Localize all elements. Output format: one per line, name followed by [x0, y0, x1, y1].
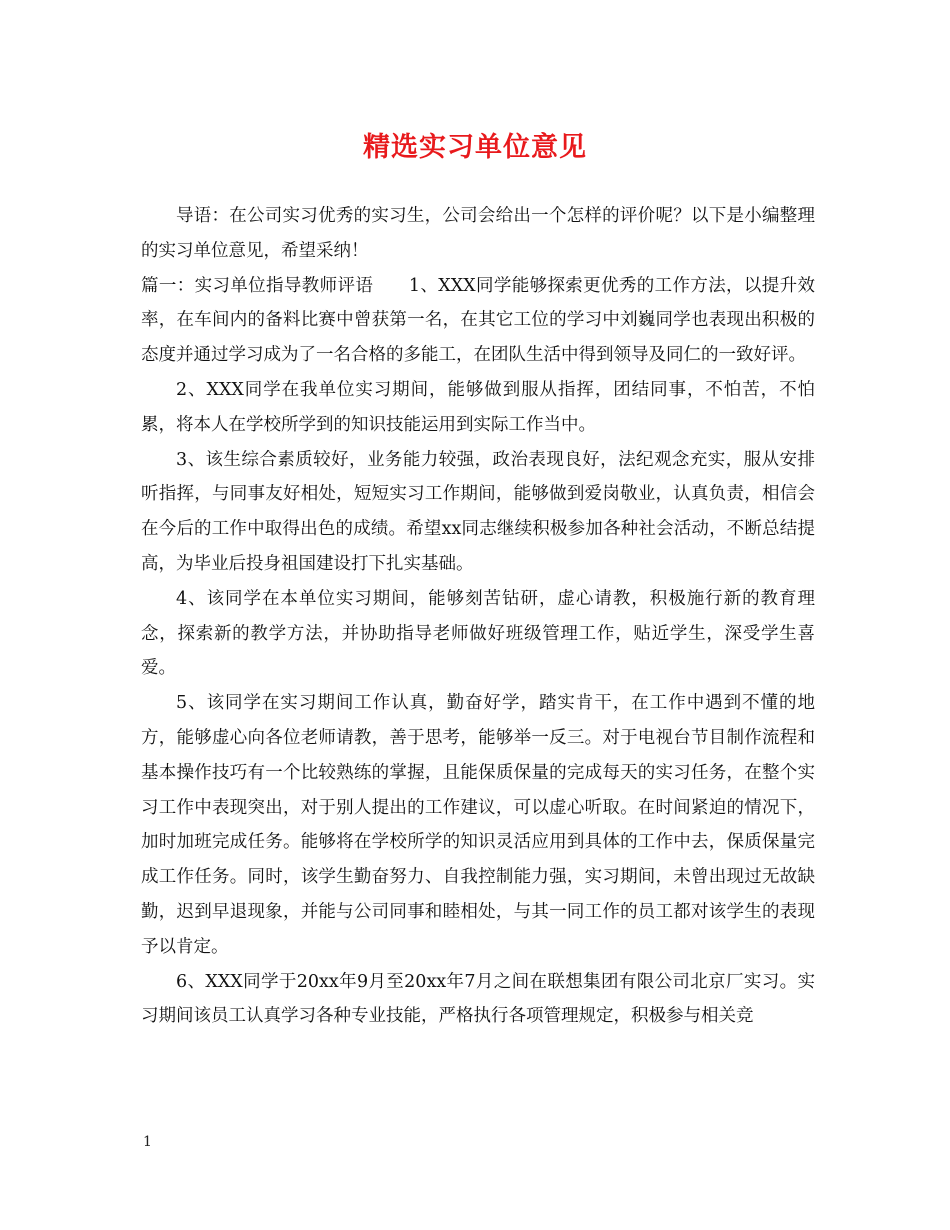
paragraph-section-one: 篇一：实习单位指导教师评语 1、XXX同学能够探索更优秀的工作方法，以提升效率，在车间内的备料比赛中曾获第一名，在其它工位的学习中刘巍同学也表现出积极的态度并通过学习成为了一名合格的多能工，在团队生活中得到领导及同仁的一致好评。	[141, 275, 815, 366]
paragraph-item-2: 2、XXX同学在我单位实习期间，能够做到服从指挥，团结同事，不怕苦，不怕累，将本人在学校所学到的知识技能运用到实际工作当中。	[141, 379, 815, 435]
paragraph-item-4: 4、该同学在本单位实习期间，能够刻苦钻研，虚心请教，积极施行新的教育理念，探索新的教学方法，并协助指导老师做好班级管理工作，贴近学生，深受学生喜爱。	[141, 588, 815, 679]
page-number: 1	[143, 1134, 152, 1150]
document-body	[141, 199, 815, 1034]
paragraph-intro: 导语：在公司实习优秀的实习生，公司会给出一个怎样的评价呢？以下是小编整理的实习单位意见，希望采纳！	[141, 206, 815, 261]
page-title: 精选实习单位意见	[363, 132, 587, 163]
paragraph-item-6: 6、XXX同学于20xx年9月至20xx年7月之间在联想集团有限公司北京厂实习。实习期间该员工认真学习各种专业技能，严格执行各项管理规定，积极参与相关竞	[141, 971, 815, 1027]
paragraph-item-3: 3、该生综合素质较好，业务能力较强，政治表现良好，法纪观念充实，服从安排听指挥，与同事友好相处，短短实习工作期间，能够做到爱岗敬业，认真负责，相信会在今后的工作中取得出色的成绩。希望xx同志继续积极参加各种社会活动，不断总结提高，为毕业后投身祖国建设打下扎实基础。	[141, 449, 815, 574]
paragraph-item-5: 5、该同学在实习期间工作认真，勤奋好学，踏实肯干，在工作中遇到不懂的地方，能够虚心向各位老师请教，善于思考，能够举一反三。对于电视台节目制作流程和基本操作技巧有一个比较熟练的掌握，且能保质保量的完成每天的实习任务，在整个实习工作中表现突出，对于别人提出的工作建议，可以虚心听取。在时间紧迫的情况下，加时加班完成任务。能够将在学校所学的知识灵活应用到具体的工作中去，保质保量完成工作任务。同时，该学生勤奋努力、自我控制能力强，实习期间，未曾出现过无故缺勤，迟到早退现象，并能与公司同事和睦相处，与其一同工作的员工都对该学生的表现予以肯定。	[141, 693, 815, 957]
